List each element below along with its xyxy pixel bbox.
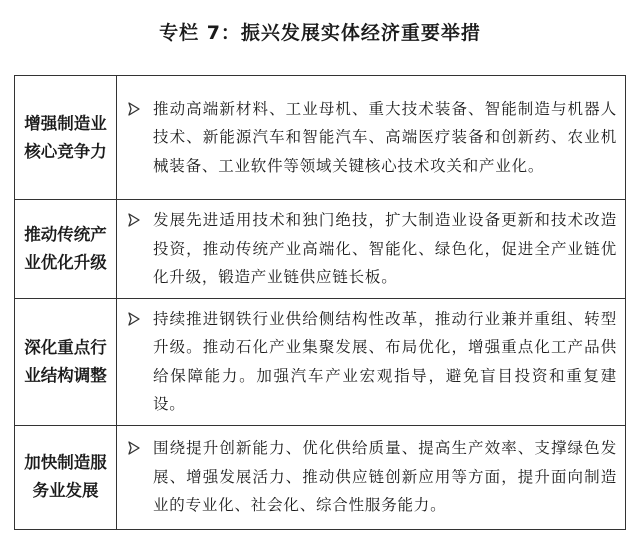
arrow-bullet-icon	[127, 440, 141, 456]
item-text: 推动高端新材料、工业母机、重大技术装备、智能制造与机器人技术、新能源汽车和智能汽车、高端医疗装备和创新药、农业机械装备、工业软件等领域关键核心技术攻关和产业化。	[153, 99, 617, 175]
list-item	[127, 434, 617, 520]
row-heading: 深化重点行业结构调整	[15, 298, 117, 425]
column-title: 专栏 7：振兴发展实体经济重要举措	[159, 22, 481, 44]
item-text: 围绕提升创新能力、优化供给质量、提高生产效率、支撑绿色发展、增强发展活力、推动供应链创新应用等方面，提升面向制造业的专业化、社会化、综合性服务能力。	[153, 439, 617, 515]
measures-table	[14, 75, 626, 530]
row-content	[117, 76, 626, 200]
list-item	[127, 206, 617, 292]
arrow-bullet-icon	[127, 212, 141, 228]
table-row	[15, 425, 626, 529]
row-heading: 增强制造业核心竞争力	[15, 76, 117, 200]
row-heading: 加快制造服务业发展	[15, 425, 117, 529]
row-content	[117, 200, 626, 299]
item-text: 发展先进适用技术和独门绝技，扩大制造业设备更新和技术改造投资，推动传统产业高端化、智能化、绿色化，促进全产业链优化升级，锻造产业链供应链长板。	[153, 211, 617, 286]
row-content	[117, 425, 626, 529]
list-item	[127, 95, 617, 181]
row-heading: 推动传统产业优化升级	[15, 200, 117, 299]
table-row	[15, 200, 626, 299]
arrow-bullet-icon	[127, 311, 141, 327]
item-text: 持续推进钢铁行业供给侧结构性改革，推动行业兼并重组、转型升级。推动石化产业集聚发展、布局优化，增强重点化工产品供给保障能力。加强汽车产业宏观指导，避免盲目投资和重复建设。	[153, 309, 617, 413]
table-row	[15, 76, 626, 200]
row-content	[117, 298, 626, 425]
list-item	[127, 305, 617, 419]
arrow-bullet-icon	[127, 101, 141, 117]
table-row	[15, 298, 626, 425]
